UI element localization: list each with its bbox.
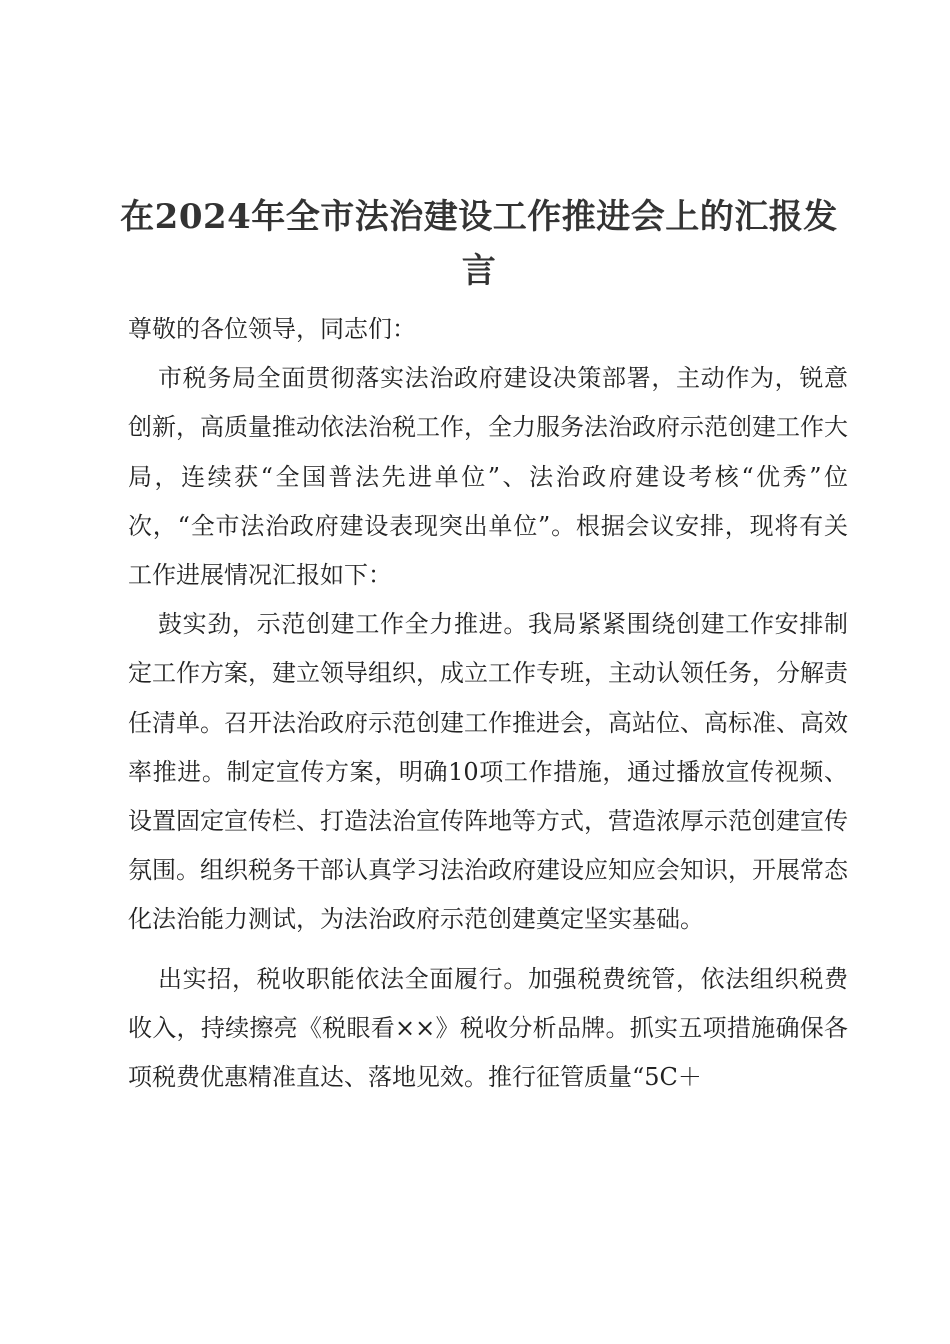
document-body [128,305,848,1102]
paragraph-intro: 市税务局全面贯彻落实法治政府建设决策部署，主动作为，锐意创新，高质量推动依法治税工作，全力服务法治政府示范创建工作大局，连续获“全国普法先进单位”、法治政府建设考核“优秀”位次，“全市法治政府建设表现突出单位”。根据会议安排，现将有关工作进展情况汇报如下： [128,364,848,590]
paragraph-demonstration: 鼓实劲，示范创建工作全力推进。我局紧紧围绕创建工作安排制定工作方案，建立领导组织，成立工作专班，主动认领任务，分解责任清单。召开法治政府示范创建工作推进会，高站位、高标准、高效率推进。制定宣传方案，明确10项工作措施，通过播放宣传视频、设置固定宣传栏、打造法治宣传阵地等方式，营造浓厚示范创建宣传氛围。组织税务干部认真学习法治政府建设应知应会知识，开展常态化法治能力测试，为法治政府示范创建奠定坚实基础。 [128,610,848,934]
salutation: 尊敬的各位领导，同志们： [128,315,416,343]
document-title: 在2024年全市法治建设工作推进会上的汇报发言 [120,197,838,291]
paragraph-tax-duties: 出实招，税收职能依法全面履行。加强税费统管，依法组织税费收入，持续擦亮《税眼看××》税收分析品牌。抓实五项措施确保各项税费优惠精准直达、落地见效。推行征管质量“5C＋ [128,964,848,1092]
